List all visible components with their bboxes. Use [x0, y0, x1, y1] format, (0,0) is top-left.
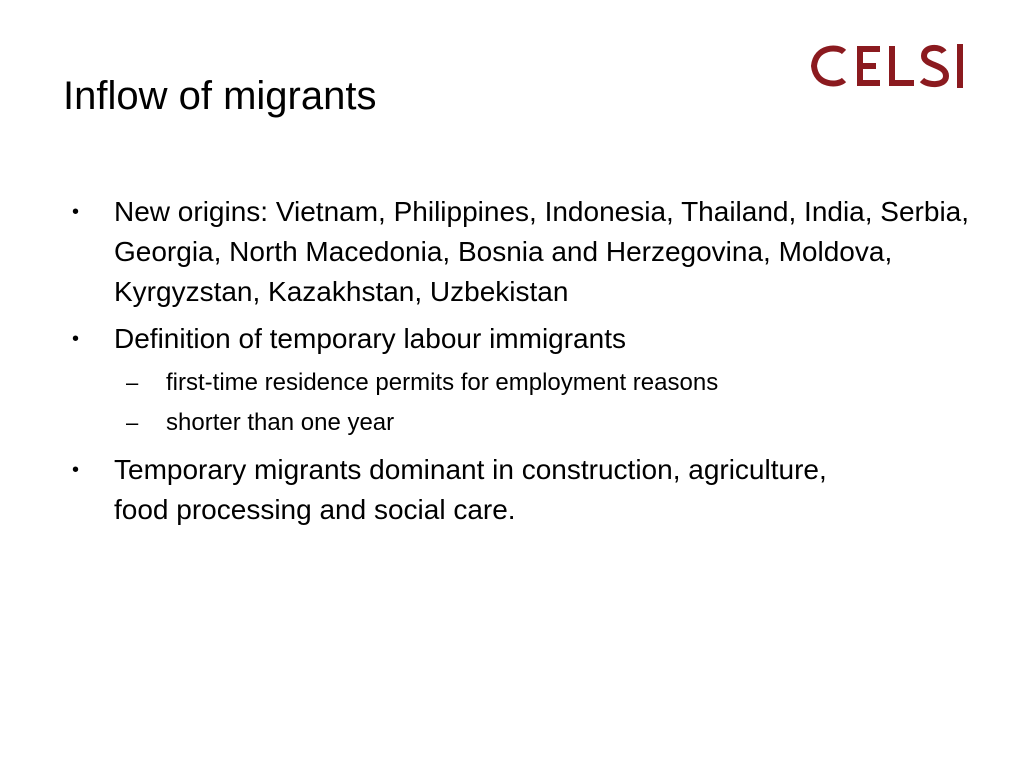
bullet-text: New origins: Vietnam, Philippines, Indonesia, Thailand, India, Serbia, Georgia, North Macedonia, Bosnia and Herzegovina, Moldova, Kyrgyzstan, Kazakhstan, Uzbekistan	[114, 196, 970, 307]
bullet-text: Definition of temporary labour immigrants	[114, 323, 626, 354]
bullet-item	[70, 319, 970, 443]
celsi-logo	[808, 36, 968, 96]
bullet-marker: •	[72, 328, 80, 350]
bullet-marker: •	[72, 201, 80, 223]
sub-bullet-item	[114, 403, 970, 443]
sub-bullet-list	[114, 363, 970, 443]
bullet-list	[70, 192, 970, 537]
sub-bullet-text: shorter than one year	[166, 409, 395, 436]
slide-title: Inflow of migrants	[63, 74, 377, 118]
sub-bullet-text: first-time residence permits for employment reasons	[166, 369, 719, 396]
bullet-item	[70, 450, 970, 530]
dash-marker: –	[126, 410, 139, 435]
sub-bullet-item	[114, 363, 970, 403]
bullet-item	[70, 192, 970, 312]
bullet-text: Temporary migrants dominant in construction, agriculture, food processing and social care.	[114, 454, 827, 525]
dash-marker: –	[126, 370, 139, 395]
bullet-marker: •	[72, 459, 80, 481]
